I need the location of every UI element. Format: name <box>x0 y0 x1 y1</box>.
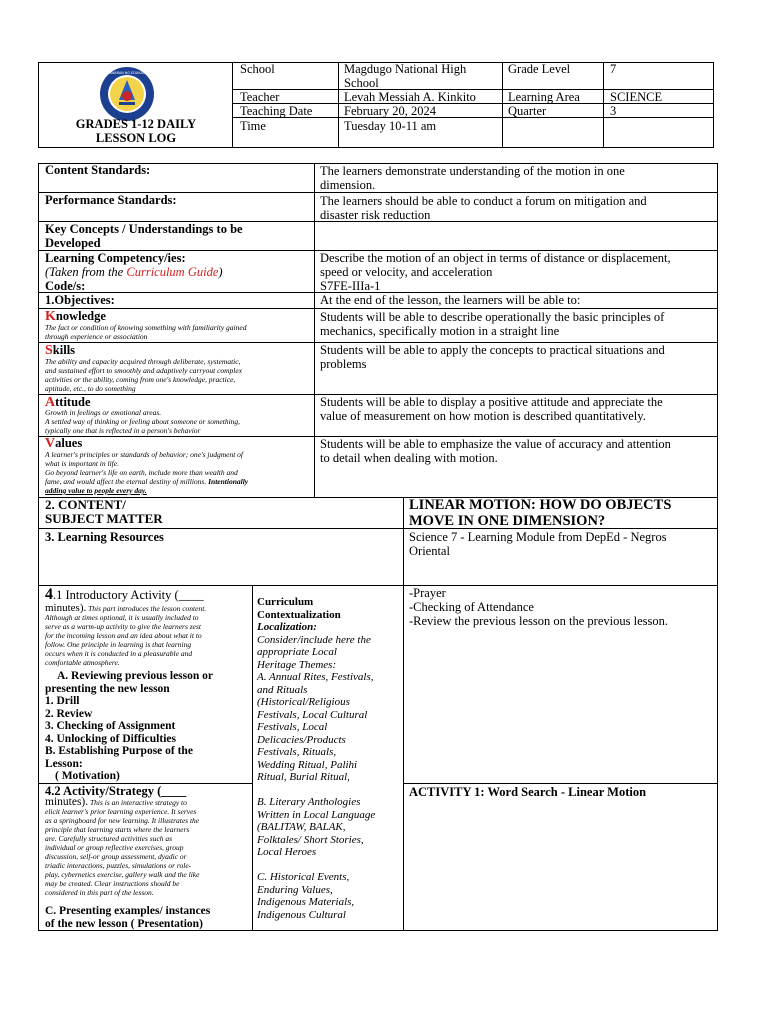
ctx-l15: (BALITAW, BALAK, <box>257 821 346 833</box>
knowledge-definition <box>45 323 246 341</box>
ctx-h2: Contextualization <box>257 608 341 621</box>
ctx-l13: B. Literary Anthologies <box>257 796 361 808</box>
key-concepts-line1: Key Concepts / Understandings to be <box>45 222 243 236</box>
ctx-h3: Localization: <box>257 621 317 633</box>
procedure-attendance: -Checking of Attendance <box>409 600 534 614</box>
values-word: alues <box>55 436 83 450</box>
competency-line1: Describe the motion of an object in terms of distance or displacement, <box>320 251 671 265</box>
teaching-date-value: February 20, 2024 <box>344 104 436 118</box>
lesson-title-1: LINEAR MOTION: HOW DO OBJECTS <box>409 497 672 513</box>
note-suffix: ) <box>218 265 223 279</box>
activity-strategy-description <box>45 798 251 897</box>
intro-b-3: ( Motivation) <box>55 770 120 782</box>
ctx-l3: Heritage Themes: <box>257 658 337 671</box>
introductory-activity-items <box>45 670 213 783</box>
learning-resources-value <box>409 530 667 558</box>
content-subject-label <box>45 498 163 526</box>
competency-line2: speed or velocity, and acceleration <box>320 265 493 279</box>
values-def-1: A learner's principles or standards of behavior; one's judgment of <box>45 450 243 459</box>
quarter-label: Quarter <box>508 104 547 118</box>
school-value-line2: School <box>344 76 379 90</box>
teaching-date-label: Teaching Date <box>240 104 313 118</box>
teacher-label: Teacher <box>240 90 280 104</box>
ctx-l17: Local Heroes <box>257 846 317 858</box>
introductory-activity-heading <box>45 588 204 602</box>
grade-level-label: Grade Level <box>508 62 571 76</box>
ctx-l9: Delicacies/Products <box>257 733 346 746</box>
school-value <box>344 62 466 90</box>
learning-area-label: Learning Area <box>508 90 580 104</box>
attitude-initial: A <box>45 395 56 410</box>
ctx-l16: Folktales/ Short Stories, <box>257 833 364 846</box>
content-standards-line1: The learners demonstrate understanding of the motion in one <box>320 164 625 178</box>
activity-word-search-title: ACTIVITY 1: Word Search - Linear Motion <box>409 785 647 799</box>
activity-desc-10: may be created. Clear instructions should be <box>45 879 180 888</box>
intro-minutes: minutes). <box>45 602 87 614</box>
performance-standards-line1: The learners should be able to conduct a forum on mitigation and <box>320 194 647 208</box>
intro-desc-1: This part introduces the lesson content. <box>88 604 207 613</box>
content-label-2: SUBJECT MATTER <box>45 511 163 526</box>
values-definition <box>45 450 248 495</box>
knowledge-text-2: mechanics, specifically motion in a straight line <box>320 324 560 338</box>
attitude-def-2: A settled way of thinking or feeling about someone or something, <box>45 417 241 426</box>
ctx-l4: A. Annual Rites, Festivals, <box>257 671 374 683</box>
log-title <box>50 117 222 145</box>
values-initial: V <box>45 436 56 451</box>
intro-item-drill: 1. Drill <box>45 695 80 707</box>
activity-desc-6: individual or group reflective exercises, group <box>45 843 184 852</box>
attitude-objective <box>320 395 663 423</box>
intro-desc-7: comfortable atmosphere. <box>45 658 120 667</box>
deped-seal-logo <box>99 66 155 122</box>
curriculum-guide-link: Curriculum Guide <box>126 265 219 279</box>
learning-resources-label: 3. Learning Resources <box>45 530 164 544</box>
resources-line1: Science 7 - Learning Module from DepEd - Negros <box>409 530 667 544</box>
introductory-activity-description <box>45 604 251 667</box>
activity-desc-11: considered in this part of the lesson. <box>45 888 154 897</box>
content-label-1: 2. CONTENT/ <box>45 497 126 512</box>
learning-competency-label: Learning Competency/ies: <box>45 251 186 265</box>
skills-def-2: and sustained effort to smoothly and adaptively carryout complex <box>45 366 243 375</box>
learning-competency-value <box>320 251 671 293</box>
intro-desc-6: occurs when it is conducted in a pleasurable and <box>45 649 193 658</box>
ctx-l14: Written in Local Language <box>257 808 376 821</box>
intro-a-2: presenting the new lesson <box>45 682 170 695</box>
content-standards-line2: dimension. <box>320 178 376 192</box>
skills-text-2: problems <box>320 357 367 371</box>
key-concepts-line2: Developed <box>45 236 101 250</box>
values-heading <box>45 436 82 451</box>
knowledge-initial: K <box>45 309 56 324</box>
ctx-l18: C. Historical Events, <box>257 871 350 883</box>
values-def-4: fame, and would affect the eternal destiny of millions. <box>45 477 207 486</box>
presenting-line-1: C. Presenting examples/ instances <box>45 905 211 917</box>
key-concepts-label <box>45 222 243 250</box>
activity-desc-3: as a springboard for new learning. It illustrates the <box>45 816 200 825</box>
school-label: School <box>240 62 275 76</box>
procedure-review: -Review the previous lesson on the previous lesson. <box>409 614 668 628</box>
ctx-l6: (Historical/Religious <box>257 696 350 708</box>
intro-desc-3: serve as a warm-up activity to give the learners zest <box>45 622 202 631</box>
ctx-l5: and Rituals <box>257 683 308 696</box>
values-def-3: Go beyond learner's life on earth, include more than wealth and <box>45 468 238 477</box>
svg-text:KAGAWARAN NG EDUKASYON: KAGAWARAN NG EDUKASYON <box>101 71 153 75</box>
presenting-line-2: of the new lesson ( Presentation) <box>45 918 203 930</box>
lesson-title <box>409 497 671 529</box>
skills-initial: S <box>45 343 53 358</box>
knowledge-def-2: through experience or association <box>45 332 148 341</box>
attitude-text-2: value of measurement on how motion is described quantitatively. <box>320 409 646 423</box>
intro-item-difficulties: 4. Unlocking of Difficulties <box>45 732 176 745</box>
ctx-l20: Indigenous Materials, <box>257 896 355 908</box>
skills-objective <box>320 343 665 371</box>
intro-heading-text: .1 Introductory Activity (____ <box>53 588 204 602</box>
skills-def-4: aptitude, etc., to do something <box>45 384 136 393</box>
attitude-def-1: Growth in feelings or emotional areas. <box>45 408 162 417</box>
ctx-l8: Festivals, Local <box>257 721 328 733</box>
activity-desc-9: play, cybernetics exercise, gallery walk and the like <box>45 870 200 879</box>
values-objective <box>320 437 671 465</box>
lesson-title-2: MOVE IN ONE DIMENSION? <box>409 513 606 529</box>
performance-standards-value <box>320 194 647 222</box>
activity-minutes: minutes). <box>45 796 89 808</box>
learning-area-value: SCIENCE <box>610 90 663 104</box>
values-def-5: adding value to people every day. <box>45 486 147 495</box>
skills-def-3: activities or the ability, coming from one's knowledge, practice, <box>45 375 236 384</box>
attitude-word: ttitude <box>55 395 91 409</box>
objectives-intro: At the end of the lesson, the learners will be able to: <box>320 293 581 307</box>
teacher-value: Levah Messiah A. Kinkito <box>344 90 476 104</box>
knowledge-objective <box>320 310 664 338</box>
values-def-2: what is important in life. <box>45 459 119 468</box>
ctx-h1: Curriculum <box>257 596 314 608</box>
intro-item-review: 2. Review <box>45 707 93 720</box>
skills-def-1: The ability and capacity acquired through deliberate, systematic, <box>45 357 241 366</box>
activity-desc-1: This is an interactive strategy to <box>90 798 187 807</box>
values-text-1: Students will be able to emphasize the value of accuracy and attention <box>320 437 671 451</box>
intro-desc-2: Although at times optional, it is usually included to <box>45 613 199 622</box>
knowledge-text-1: Students will be able to describe operationally the basic principles of <box>320 310 665 324</box>
content-standards-value <box>320 164 625 192</box>
resources-line2: Oriental <box>409 544 450 558</box>
presenting-examples <box>45 905 210 931</box>
knowledge-heading <box>45 309 106 324</box>
ctx-l1: Consider/include here the <box>257 633 371 646</box>
attitude-definition <box>45 408 240 435</box>
skills-heading <box>45 343 75 358</box>
ctx-l10: Festivals, Rituals, <box>257 746 337 758</box>
log-title-line1: GRADES 1-12 DAILY <box>75 117 197 131</box>
log-title-line2: LESSON LOG <box>95 131 177 145</box>
intro-a-1: A. Reviewing previous lesson or <box>57 670 213 682</box>
activity-desc-7: discussion, self-or group assessment, dyadic or <box>45 852 187 861</box>
ctx-l2: appropriate Local <box>257 646 337 658</box>
intro-heading-number: 4 <box>45 586 53 603</box>
intro-item-assignment: 3. Checking of Assignment <box>45 720 176 732</box>
intro-b-2: Lesson: <box>45 757 83 770</box>
ctx-l19: Enduring Values, <box>257 883 333 896</box>
ctx-l11: Wedding Ritual, Palihi <box>257 758 358 771</box>
skills-word: kills <box>52 343 76 357</box>
curriculum-guide-note <box>45 265 223 279</box>
attitude-def-3: typically one that is reflected in a person's behavior <box>45 426 201 435</box>
intro-desc-5: follow. One principle in learning is that learning <box>45 640 192 649</box>
intro-desc-4: for the incoming lesson and an idea about what it to <box>45 631 202 640</box>
ctx-l12: Ritual, Burial Ritual, <box>257 771 350 783</box>
skills-text-1: Students will be able to apply the concepts to practical situations and <box>320 343 665 357</box>
activity-desc-4: principle that learning starts where the learners <box>45 825 190 834</box>
grade-level-value: 7 <box>610 62 617 76</box>
knowledge-def-1: The fact or condition of knowing something with familiarity gained <box>45 323 247 332</box>
introductory-procedures <box>409 586 668 628</box>
code-label: Code/s: <box>45 279 86 293</box>
note-prefix: (Taken from the <box>45 265 127 279</box>
procedure-prayer: -Prayer <box>409 586 446 600</box>
contextualization-text <box>257 596 375 921</box>
intro-b-1: B. Establishing Purpose of the <box>45 745 193 757</box>
content-standards-label: Content Standards: <box>45 163 151 177</box>
competency-code: S7FE-IIIa-1 <box>320 279 381 293</box>
skills-definition <box>45 357 242 393</box>
quarter-value: 3 <box>610 104 617 118</box>
time-label: Time <box>240 119 266 133</box>
attitude-text-1: Students will be able to display a positive attitude and appreciate the <box>320 395 663 409</box>
values-text-2: to detail when dealing with motion. <box>320 451 498 465</box>
objectives-label: 1.Objectives: <box>45 293 115 307</box>
school-value-line1: Magdugo National High <box>344 62 467 76</box>
ctx-l21: Indigenous Cultural <box>257 908 346 921</box>
values-def-bold: Intentionally <box>208 477 249 486</box>
activity-strategy-heading: 4.2 Activity/Strategy (____ <box>45 784 187 798</box>
time-value: Tuesday 10-11 am <box>344 119 437 133</box>
performance-standards-label: Performance Standards: <box>45 193 177 207</box>
activity-desc-5: are. Carefully structured activities such as <box>45 834 173 843</box>
activity-desc-2: elicit learner's prior learning experience. It serves <box>45 807 197 816</box>
ctx-l7: Festivals, Local Cultural <box>257 708 368 721</box>
knowledge-word: nowledge <box>55 309 106 323</box>
activity-desc-8: triadic interactions, puzzles, simulations or role- <box>45 861 192 870</box>
performance-standards-line2: disaster risk reduction <box>320 208 431 222</box>
